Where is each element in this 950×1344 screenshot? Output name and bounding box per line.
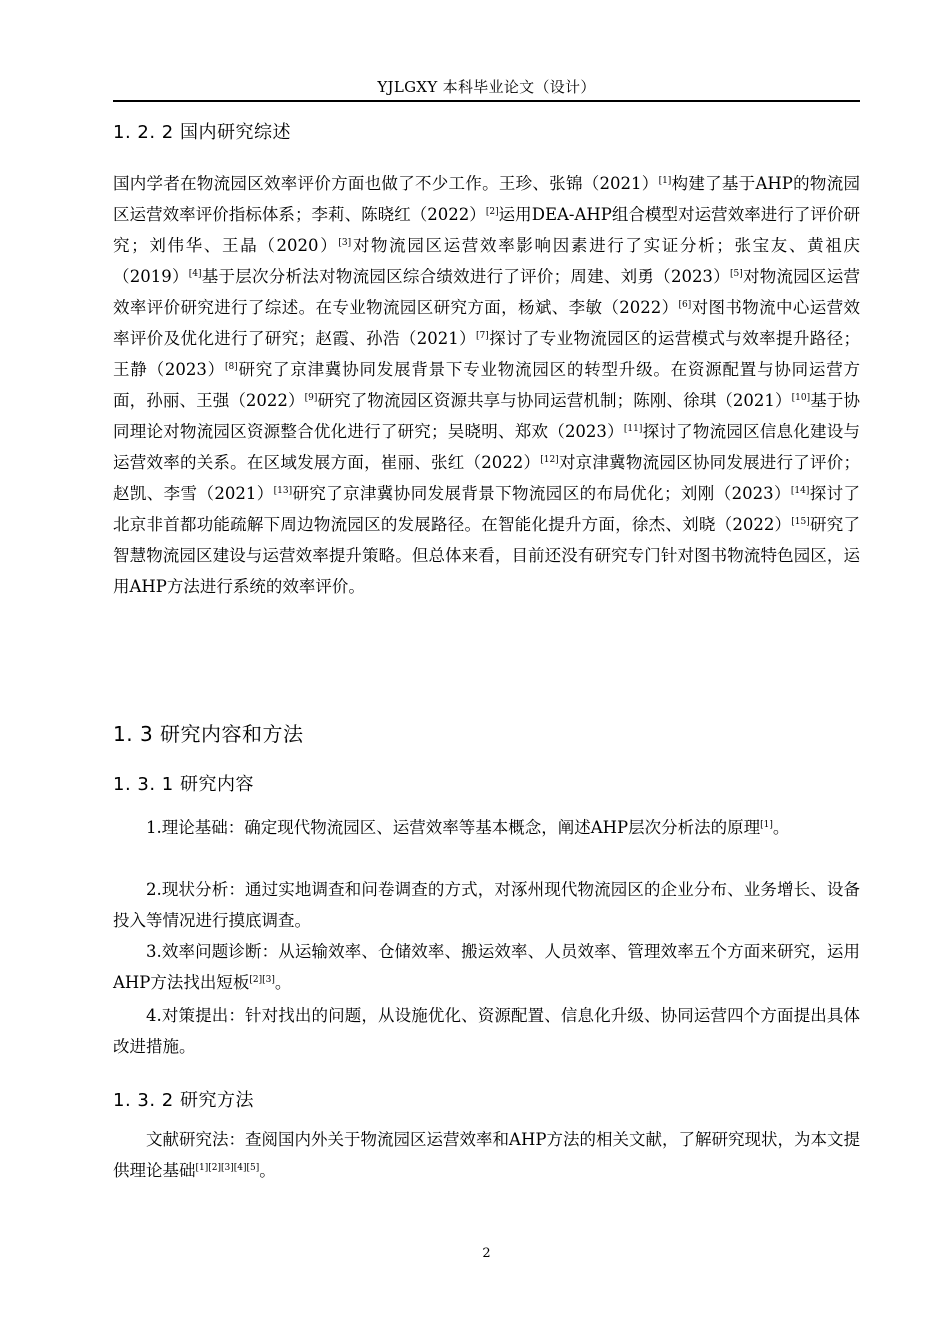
citation-ref: [4]: [188, 269, 202, 279]
text-run: 。: [274, 973, 292, 992]
section-heading-1-3-1: 1. 3. 1 研究内容: [113, 774, 254, 795]
citation-ref: [5]: [729, 269, 743, 279]
text-run: 。: [259, 1161, 276, 1180]
citation-ref: [13]: [273, 486, 293, 496]
list-item-research-content-4: [113, 1000, 860, 1062]
list-item-research-content-2: [113, 874, 860, 936]
citation-ref: [8]: [224, 362, 238, 372]
header-divider: [113, 100, 860, 102]
text-run: 研究了京津冀协同发展背景下物流园区的布局优化；刘刚（2023）: [292, 484, 791, 503]
page-header-title: YJLGXY 本科毕业论文（设计）: [377, 78, 596, 96]
text-run: 2.现状分析：通过实地调查和问卷调查的方式，对涿州现代物流园区的企业分布、业务增长、设备投入等情况进行摸底调查。: [113, 880, 860, 930]
text-run: 对物流园区运营效率评价研究进行了综述。在专业物流园区研究方面，杨斌、李敏（2022）: [113, 267, 860, 317]
citation-ref: [2]: [485, 207, 499, 217]
text-run: 基于协同理论对物流园区资源整合优化进行了研究；吴晓明、郑欢（2023）: [113, 391, 860, 441]
citation-ref: [9]: [304, 393, 318, 403]
citation-ref: [10]: [791, 393, 811, 403]
citation-ref: [15]: [791, 517, 810, 527]
text-run: 文献研究法：查阅国内外关于物流园区运营效率和AHP方法的相关文献，了解研究现状，为本文提供理论基础: [113, 1130, 860, 1180]
text-run: 对京津冀物流园区协同发展进行了评价；赵凯、李雪（2021）: [113, 453, 860, 503]
text-run: 。: [772, 818, 790, 837]
page-number: 2: [482, 1246, 491, 1261]
text-run: 探讨了北京非首都功能疏解下周边物流园区的发展路径。在智能化提升方面，徐杰、刘晓（2022）: [113, 484, 861, 534]
text-run: 对图书物流中心运营效率评价及优化进行了研究；赵霞、孙浩（2021）: [113, 298, 860, 348]
text-run: 基于层次分析法对物流园区综合绩效进行了评价；周建、刘勇（2023）: [201, 267, 730, 286]
text-run: 探讨了专业物流园区的运营模式与效率提升路径；王静（2023）: [113, 329, 860, 379]
text-run: 构建了基于AHP的物流园区运营效率评价指标体系；李莉、陈晓红（2022）: [113, 174, 860, 224]
citation-ref: [14]: [790, 486, 810, 496]
paragraph-literature-method: [113, 1124, 860, 1186]
citation-ref: [12]: [540, 455, 559, 465]
section-heading-1-3-2: 1. 3. 2 研究方法: [113, 1090, 254, 1111]
citation-ref: [3]: [338, 238, 352, 248]
text-run: 探讨了物流园区信息化建设与运营效率的关系。在区域发展方面，崔丽、张红（2022）: [113, 422, 861, 472]
text-run: 运用DEA-AHP组合模型对运营效率进行了评价研究；刘伟华、王晶（2020）: [113, 205, 860, 255]
text-run: 3.效率问题诊断：从运输效率、仓储效率、搬运效率、人员效率、管理效率五个方面来研究，运用AHP方法找出短板: [113, 942, 860, 992]
citation-ref: [2][3]: [249, 975, 275, 985]
citation-ref: [6]: [678, 300, 692, 310]
section-heading-1-2-2: 1. 2. 2 国内研究综述: [113, 122, 291, 143]
citation-ref: [7]: [476, 331, 489, 341]
text-run: 研究了智慧物流园区建设与运营效率提升策略。但总体来看，目前还没有研究专门针对图书物流特色园区，运用AHP方法进行系统的效率评价。: [113, 515, 860, 596]
citation-ref: [1][2][3][4][5]: [195, 1163, 260, 1173]
section-heading-1-3: 1. 3 研究内容和方法: [113, 722, 304, 746]
list-item-research-content-1: [113, 812, 860, 843]
citation-ref: [1]: [658, 176, 672, 186]
text-run: 研究了京津冀协同发展背景下专业物流园区的转型升级。在资源配置与协同运营方面，孙丽、王强（2022）: [113, 360, 861, 410]
text-run: 4.对策提出：针对找出的问题，从设施优化、资源配置、信息化升级、协同运营四个方面提出具体改进措施。: [113, 1006, 860, 1056]
text-run: 研究了物流园区资源共享与协同运营机制；陈刚、徐琪（2021）: [317, 391, 792, 410]
citation-ref: [1]: [760, 820, 773, 830]
text-run: 对物流园区运营效率影响因素进行了实证分析；张宝友、黄祖庆（2019）: [113, 236, 861, 286]
text-run: 1.理论基础：确定现代物流园区、运营效率等基本概念，阐述AHP层次分析法的原理: [146, 818, 761, 837]
text-run: 国内学者在物流园区效率评价方面也做了不少工作。王珍、张锦（2021）: [113, 174, 659, 193]
citation-ref: [11]: [623, 424, 643, 434]
list-item-research-content-3: [113, 936, 860, 998]
paragraph-domestic-review: [113, 168, 860, 602]
